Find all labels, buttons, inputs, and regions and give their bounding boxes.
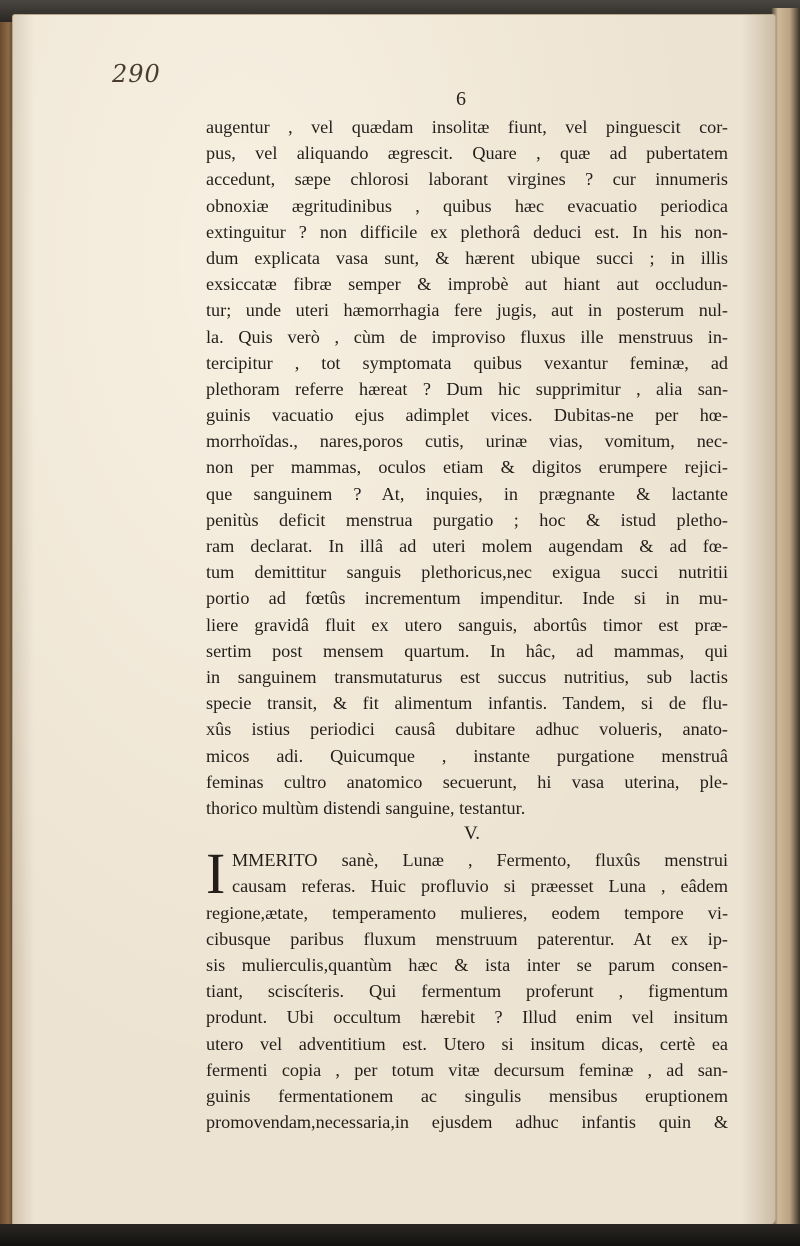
text-line: micos adi. Quicumque , instante purgatione menstruâ [206,745,728,766]
text-line: portio ad fœtûs incrementum impenditur. Inde si in mu- [206,588,728,609]
text-line: tur; unde uteri hæmorrhagia fere jugis, aut in posterum nul- [206,300,728,321]
text-line: MMERITO sanè, Lunæ , Fermento, fluxûs menstrui [232,850,728,871]
text-line: tum demittitur sanguis plethoricus,nec exigua succi nutritii [206,562,728,583]
page-number: 6 [456,88,466,110]
text-line: utero vel adventitium est. Utero si insitum dicas, certè ea [206,1033,728,1054]
text-line: sertim post mensem quartum. In hâc, ad mammas, qui [206,640,728,661]
text-line: non per mammas, oculos etiam & digitos erumpere rejici- [206,457,728,478]
text-line: fermenti copia , per totum vitæ decursum feminæ , ad san- [206,1059,728,1080]
text-line: sis mulierculis,quantùm hæc & ista inter se parum consen- [206,955,728,975]
text-line: pus, vel aliquando ægrescit. Quare , quæ ad pubertatem [206,143,728,164]
text-line: penitùs deficit menstrua purgatio ; hoc & istud pletho- [206,509,728,530]
text-line: promovendam,necessaria,in ejusdem adhuc infantis quin & [206,1112,728,1133]
text-line: morrhoïdas., nares,poros cutis, urinæ vias, vomitum, nec- [206,431,728,452]
text-line: tiant, sciscíteris. Qui fermentum proferunt , figmentum [206,981,728,1002]
text-line: augentur , vel quædam insolitæ fiunt, vel pinguescit cor- [206,117,728,137]
scanner-bottom-edge [0,1224,800,1246]
handwritten-folio-number: 290 [112,60,161,88]
text-line: guinis fermentationem ac singulis mensibus eruptionem [206,1085,728,1106]
text-line: accedunt, sæpe chlorosi laborant virgines ? cur innumeris [206,169,728,190]
body-text [206,114,728,1135]
text-line: thorico multùm distendi sanguine, testantur. [206,797,526,818]
text-line: xûs istius periodici causâ dubitare adhuc volueris, anato- [206,719,728,740]
text-line: in sanguinem transmutaturus est succus nutritius, sub lactis [206,666,728,687]
text-line: tercipitur , tot symptomata quibus vexantur feminæ, ad [206,352,728,373]
text-line: dum explicata vasa sunt, & hærent ubique succi ; in illis [206,247,728,268]
text-line: ram declarat. In illâ ad uteri molem augendam & ad fœ- [206,536,728,556]
text-line: obnoxiæ ægritudinibus , quibus hæc evacuatio periodica [206,195,728,216]
text-line: la. Quis verò , cùm de improviso fluxus ille menstruus in- [206,326,728,347]
text-line: causam referas. Huic profluvio si præesset Luna , eâdem [232,876,728,897]
text-line: extinguitur ? non difficile ex plethorâ deduci est. In his non- [206,221,728,242]
facing-page-edge [772,8,800,1246]
text-line: que sanguinem ? At, inquies, in prægnante & lactante [206,483,728,504]
text-line: plethoram referre hæreat ? Dum hic supprimitur , alia san- [206,378,728,399]
text-line: regione,ætate, temperamento mulieres, eodem tempore vi- [206,902,728,923]
text-line: feminas cultro anatomico secuerunt, hi vasa uterina, ple- [206,771,728,792]
text-line: specie transit, & fit alimentum infantis. Tandem, si de flu- [206,693,728,714]
text-line: guinis vacuatio ejus adimplet vices. Dubitas-ne per hœ- [206,405,728,426]
text-line: liere gravidâ fluit ex utero sanguis, abortûs timor est præ- [206,614,728,635]
paragraph-1 [206,114,728,821]
text-line: exsiccatæ fibræ semper & improbè aut hiant aut occludun- [206,274,728,295]
text-line: cibusque paribus fluxum menstruum paterentur. At ex ip- [206,928,728,949]
paragraph-2 [206,841,728,1135]
drop-cap: I [206,841,226,907]
text-line: produnt. Ubi occultum hærebit ? Illud enim vel insitum [206,1007,728,1028]
section-heading: V. [463,823,481,845]
